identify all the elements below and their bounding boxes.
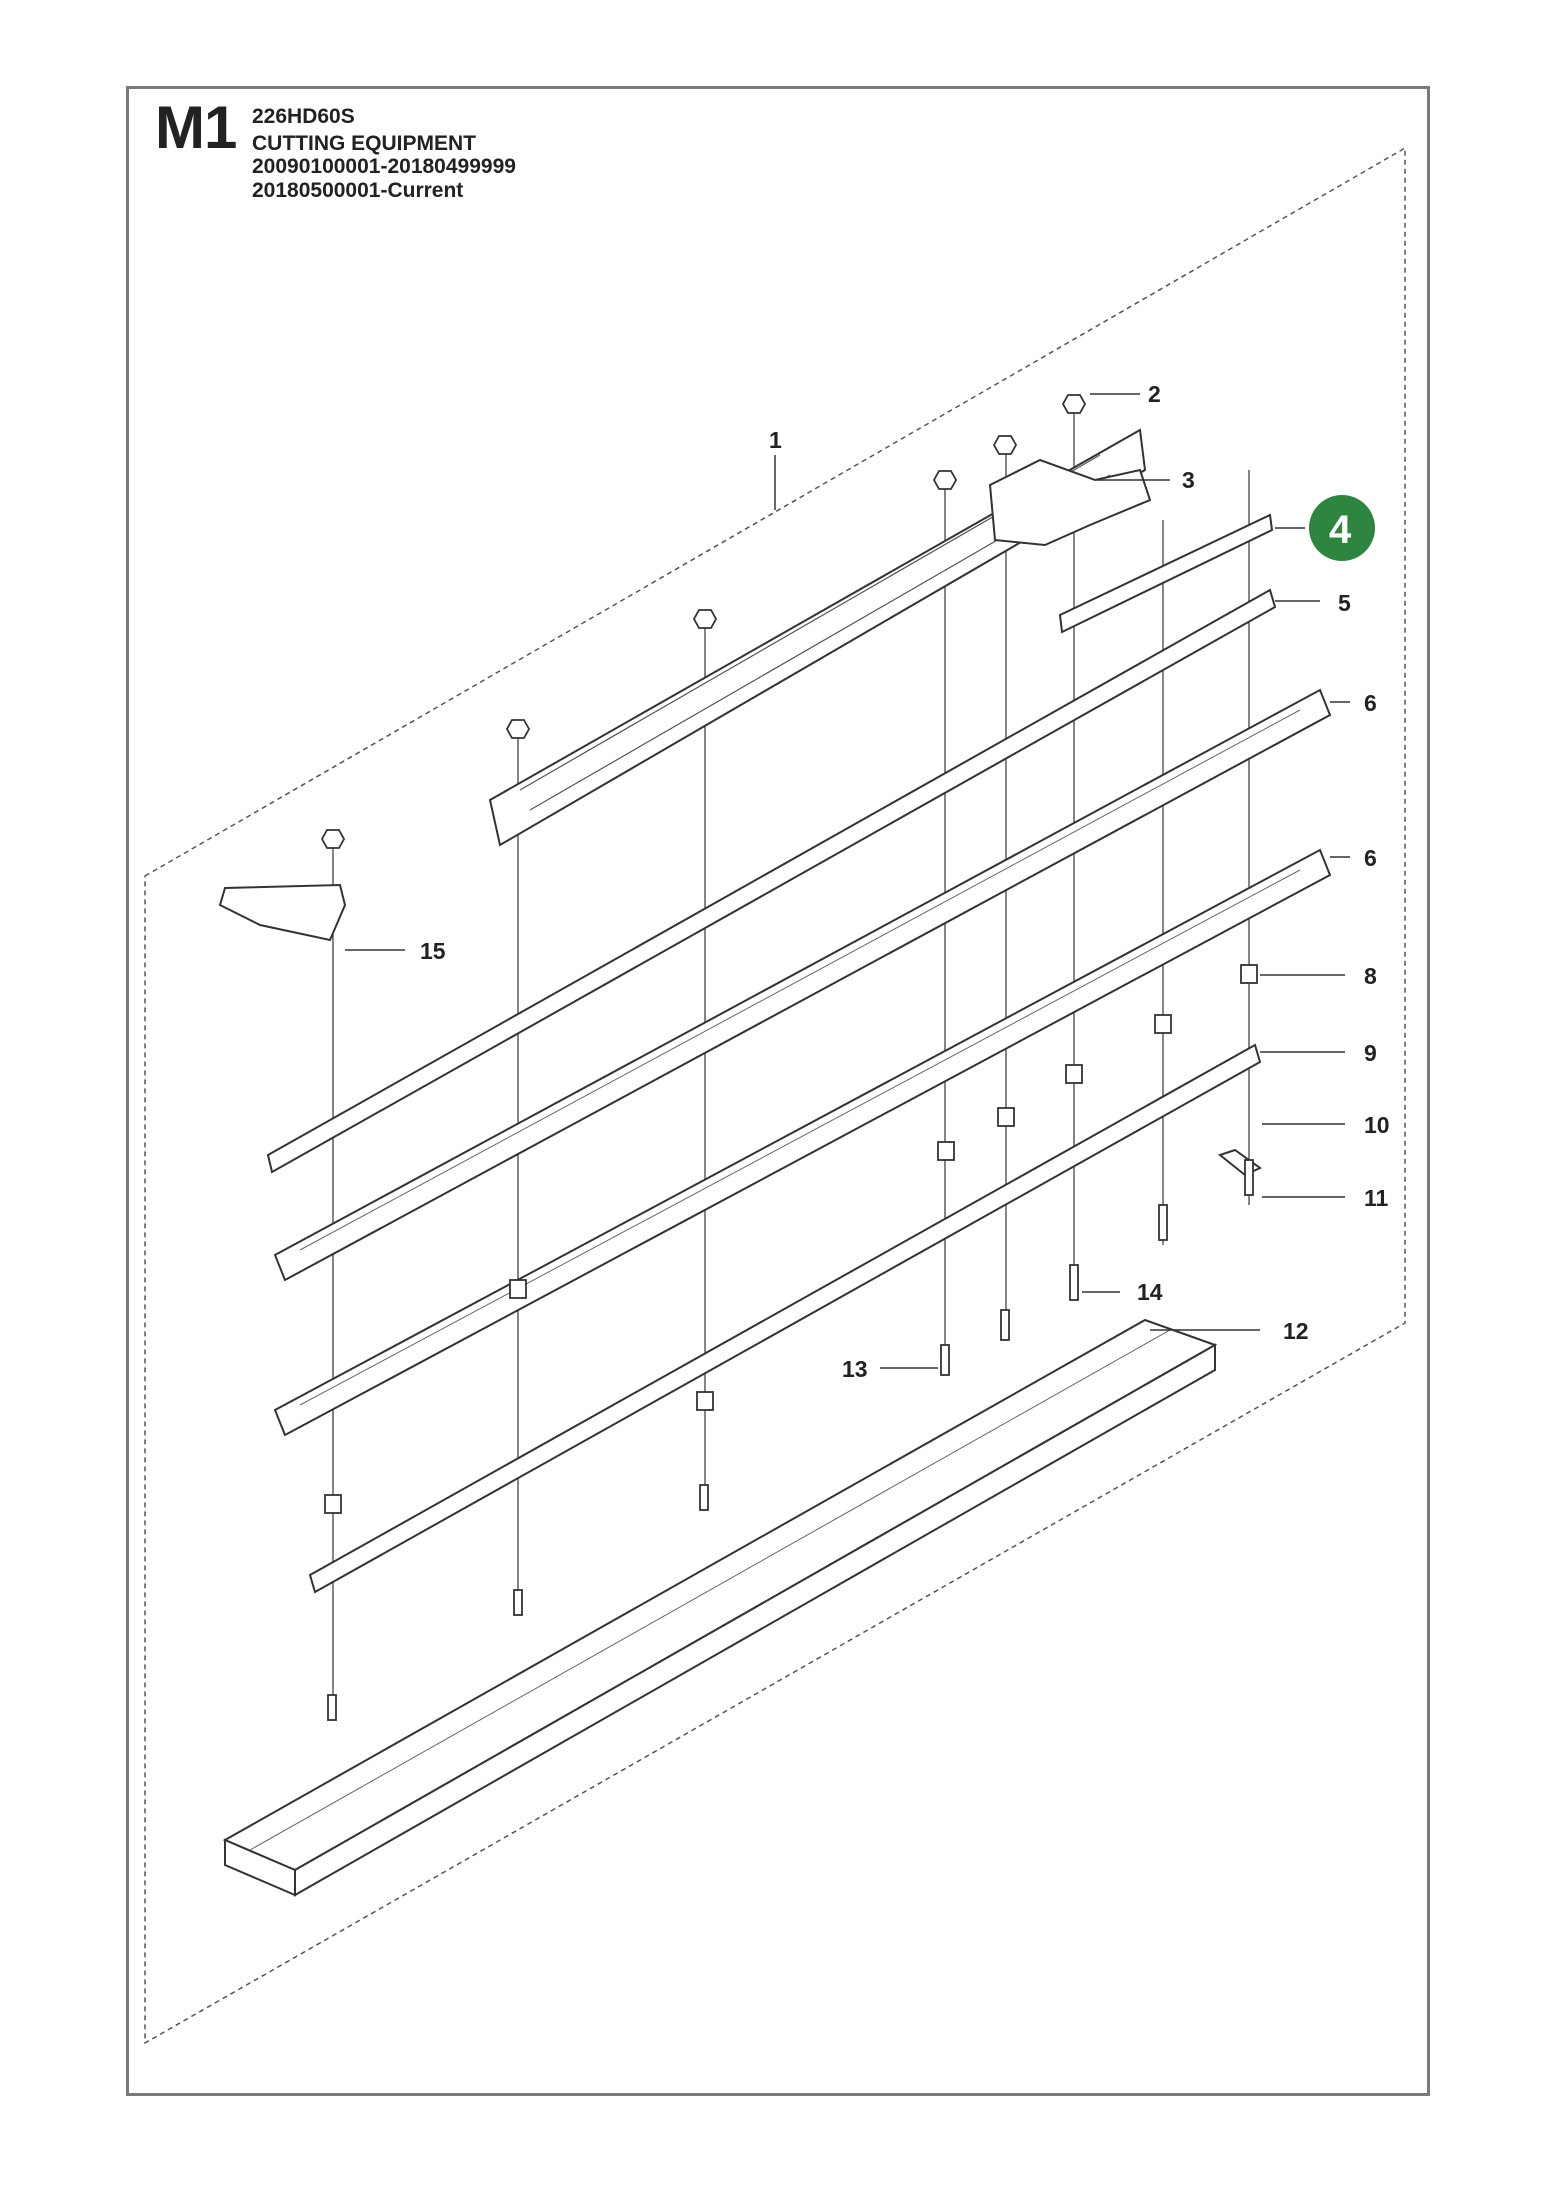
callout-leaders [345, 394, 1350, 1368]
callout-6-lower: 6 [1364, 845, 1377, 871]
diagram-code: M1 [155, 94, 237, 161]
callout-10: 10 [1364, 1112, 1390, 1138]
callout-13: 13 [842, 1356, 868, 1382]
callout-6-upper: 6 [1364, 690, 1377, 716]
callout-12: 12 [1283, 1318, 1309, 1344]
callout-14: 14 [1137, 1279, 1163, 1305]
model-number: 226HD60S [252, 105, 355, 128]
callout-1: 1 [769, 427, 782, 453]
guide-rail [225, 1320, 1215, 1895]
clip-10 [1220, 1150, 1260, 1175]
callout-4: 4 [1329, 508, 1352, 552]
callout-11: 11 [1364, 1185, 1389, 1211]
callout-9: 9 [1364, 1040, 1377, 1066]
serial-range-2: 20180500001-Current [252, 179, 464, 202]
blade-6-upper [275, 690, 1330, 1280]
callout-3: 3 [1182, 467, 1195, 493]
serial-range-1: 20090100001-20180499999 [252, 155, 516, 178]
end-bracket [220, 885, 345, 940]
callout-15: 15 [420, 938, 446, 964]
callout-8: 8 [1364, 963, 1377, 989]
diagram-title: CUTTING EQUIPMENT [252, 132, 476, 155]
blade-guide-plate [990, 460, 1150, 545]
callout-2: 2 [1148, 381, 1161, 407]
callout-5: 5 [1338, 590, 1351, 616]
